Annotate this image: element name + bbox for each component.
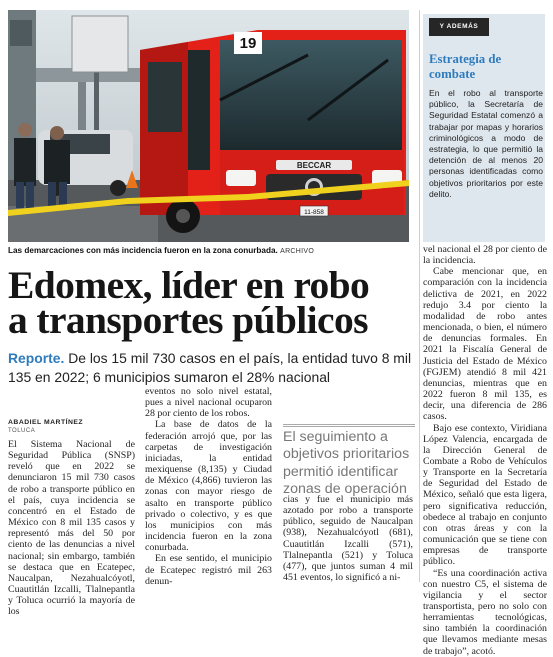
article-column-2 xyxy=(145,386,272,587)
column-4-paragraph-2: Cabe mencionar que, en comparación con la incidencia delictiva de 2021, en 2022 redujo 3.4 por ciento la modalidad de robo antes mencionada, o bien, el número de denuncias formales. En 2021 la Fiscalía General de Justicia del Estado de México (FGJEM) atendió 8 mil 421 denuncias, mientras que en 2022 fueron 8 mil 135, es decir, una diferencia de 286 casos. xyxy=(423,266,547,423)
column-3-text: cias y fue el municipio más azotado por robo a transporte público, seguido de Naucalpan (938), Nezahualcóyotl (681), Cuautitlán Izcalli (571), Tlalnepantla (521) y Toluca (477), que juntos suman 4 mil 451 eventos, lo significó a ni- xyxy=(283,494,413,584)
headline-line-1: Edomex, líder en robo xyxy=(8,263,370,307)
sidebar-box xyxy=(423,14,545,242)
column-4-paragraph-4: “Es una coordinación activa con nuestro C5, el sistema de vigilancia y el sector transportista, pero no solo con herramientas tecnológicas, sino también la coordinación que llevamos mediante mesas de trabajo”, acotó. xyxy=(423,567,547,657)
article-column-3 xyxy=(283,494,413,583)
photo-credit: ARCHIVO xyxy=(280,248,315,255)
photo-caption xyxy=(8,245,413,257)
pull-quote: El seguimiento a objetivos prioritarios permitió identificar zonas de operación xyxy=(283,424,415,499)
deck-text: De los 15 mil 730 casos en el país, la entidad tuvo 8 mil 135 en 2022; 6 municipios sumaron el 28% nacional xyxy=(8,350,412,385)
column-2-paragraph-3: En ese sentido, el municipio de Ecatepec registró mil 263 denun- xyxy=(145,553,272,587)
column-2-paragraph-1: eventos no solo nivel estatal, pues a nivel nacional ocuparon 28 por ciento de los robos. xyxy=(145,386,272,420)
deck xyxy=(8,349,413,386)
bus-scene-illustration xyxy=(8,10,409,242)
article-column-1 xyxy=(8,418,135,618)
news-photo xyxy=(8,10,409,242)
headline-line-2: a transportes públicos xyxy=(8,298,368,342)
byline-location: TOLUCA xyxy=(8,428,36,434)
license-plate: 11-858 xyxy=(304,209,324,216)
route-number: 19 xyxy=(239,35,257,52)
article-column-4 xyxy=(423,244,547,657)
sidebar-title: Estrategia de combate xyxy=(429,52,502,81)
column-4-paragraph-3: Bajo ese contexto, Viridiana López Valencia, encargada de la Dirección General de Combate a Robo de Vehículos y Transporte en la Secretaría de Seguridad del Estado de México, señaló que esta ligera, pero significativa reducción, obedece al trabajo en conjunto con otras áreas y con la comunicación que se tiene con empresas de transporte público. xyxy=(423,422,547,568)
column-divider xyxy=(419,10,420,582)
bus-brand: BECCAR xyxy=(296,161,332,170)
byline-author: ABADIEL MARTÍNEZ xyxy=(8,419,84,426)
column-1-text: El Sistema Nacional de Seguridad Pública (SNSP) reveló que en 2022 se denunciaron 15 mil 730 casos de robo a transporte público en el país, cuya incidencia se concentró en el Estado de México con 8 mil 135 casos y representó más del 50 por ciento de las denuncias a nivel nacional; sin embargo, también se destaca que en Ecatepec, Naucalpan, Nezahualcóyotl, Cuautitlán Izcalli, Tlalnepantla y Toluca ocurrió la mayoría de los xyxy=(8,439,135,618)
caption-text: Las demarcaciones con más incidencia fueron en la zona conurbada. xyxy=(8,246,278,255)
column-2-paragraph-2: La base de datos de la federación arrojó que, por las carpetas de investigación iniciadas, la entidad mexiquense (8,135) y Ciudad de México (4,866) tuvieron las zonas con mayor riesgo de asalto en transporte público privado o colectivo, y es que los municipios con más incidencia fueron en la zona conurbada. xyxy=(145,419,272,554)
headline xyxy=(8,263,413,342)
sidebar-body: En el robo al transporte público, la Secretaría de Seguridad Estatal comenzó a trabajar por mapas y horarios criminológicos a modo de estrategia, lo que permitió la detención de al menos 20 personas identificadas como objetivos prioritarios por este delito. xyxy=(429,88,543,199)
sidebar-tag: Y ADEMÁS xyxy=(429,18,489,36)
deck-keyword: Reporte. xyxy=(8,350,65,366)
column-4-paragraph-1: vel nacional el 28 por ciento de la incidencia. xyxy=(423,244,547,267)
